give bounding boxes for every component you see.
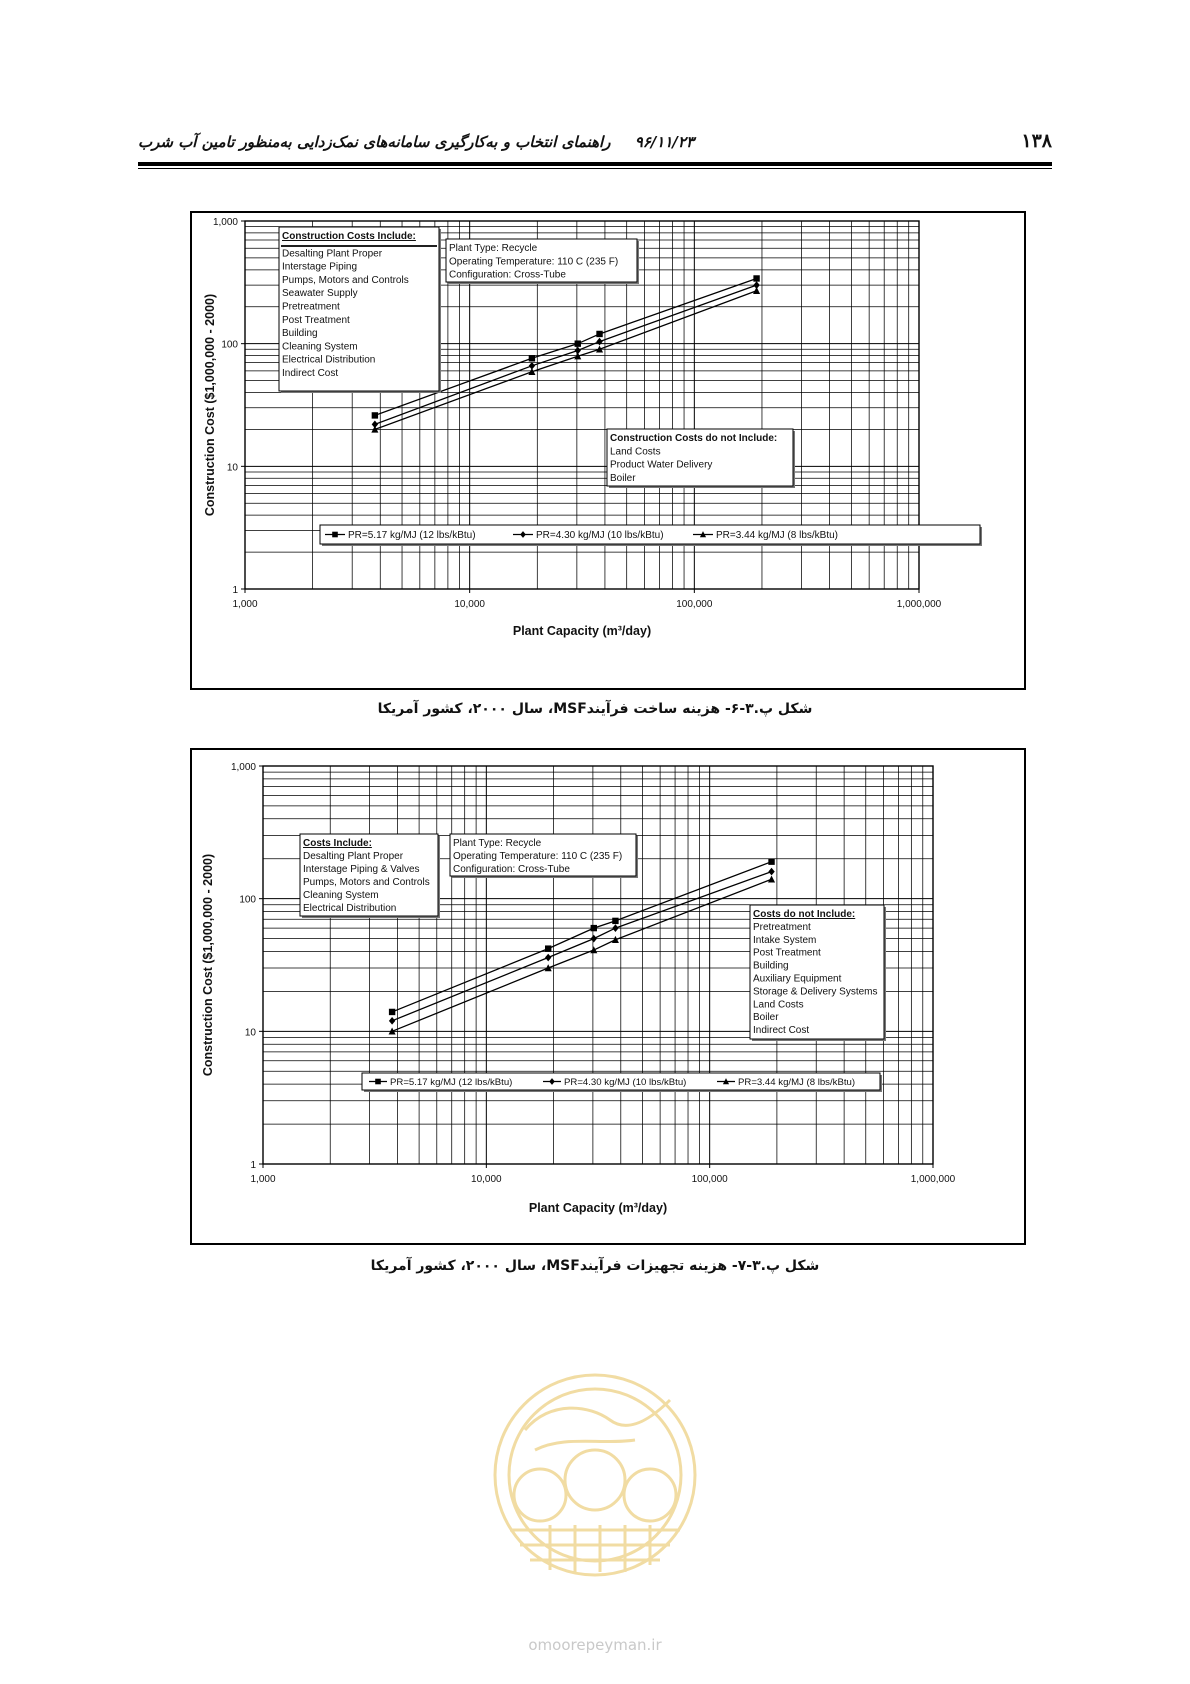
y-tick-label: 10 (244, 1027, 256, 1039)
annotation-heading: Construction Costs Include: (282, 231, 416, 242)
annotation-line: Boiler (753, 1012, 779, 1024)
y-tick-label: 100 (239, 894, 256, 906)
legend (362, 1073, 882, 1092)
data-point (768, 868, 774, 876)
x-tick-label: 1,000 (232, 599, 258, 610)
annotation-line: Pretreatment (753, 921, 811, 933)
header-date: ۹۶/۱۱/۲۳ (634, 133, 694, 151)
data-point (596, 338, 602, 346)
annotation-box-3 (607, 429, 795, 488)
legend-label: PR=4.30 kg/MJ (10 lbs/kBtu) (536, 530, 664, 542)
data-point (545, 945, 551, 951)
annotation-heading: Costs do not Include: (753, 909, 856, 920)
header-title: راهنمای انتخاب و به‌کارگیری سامانه‌های نمک‌زدایی به‌منظور تامین آب شرب (138, 133, 611, 151)
annotation-line: Seawater Supply (282, 288, 358, 300)
annotation-heading: Construction Costs do not Include: (610, 433, 778, 444)
annotation-line: Land Costs (610, 446, 661, 458)
annotation-line: Plant Type: Recycle (449, 243, 538, 254)
figure-1-caption: شکل پ.۳-۶- هزینه ساخت فرآیندMSF، سال ۲۰۰۰، کشور آمریکا (377, 701, 813, 717)
series-line (392, 862, 771, 1012)
annotation-box-2 (446, 239, 639, 284)
data-point (591, 935, 597, 943)
x-tick-label: 1,000,000 (910, 1174, 956, 1185)
legend-label: PR=3.44 kg/MJ (8 lbs/kBtu) (738, 1077, 856, 1089)
annotation-line: Indirect Cost (753, 1025, 810, 1037)
data-point (372, 412, 378, 418)
annotation-line: Desalting Plant Proper (282, 248, 383, 260)
legend-label: PR=5.17 kg/MJ (12 lbs/kBtu) (390, 1077, 513, 1089)
y-tick-label: 1 (250, 1160, 256, 1171)
annotation-line: Plant Type: Recycle (453, 838, 542, 849)
legend-label: PR=5.17 kg/MJ (12 lbs/kBtu) (348, 530, 476, 542)
annotation-box-3 (750, 905, 886, 1041)
data-point (612, 918, 618, 924)
annotation-box-1 (300, 834, 440, 918)
annotation-line: Product Water Delivery (610, 459, 713, 471)
watermark (470, 1360, 720, 1660)
y-tick-label: 10 (226, 462, 238, 474)
x-tick-label: 100,000 (676, 599, 713, 610)
data-point (529, 355, 535, 361)
annotation-line: Post Treatment (753, 947, 821, 959)
data-point (590, 946, 597, 953)
data-point (768, 858, 774, 864)
annotation-line: Auxiliary Equipment (753, 973, 842, 985)
annotation-line: Electrical Distribution (282, 354, 376, 366)
watermark-logo-icon (470, 1360, 720, 1660)
page-number: ۱۳۸ (1021, 130, 1052, 152)
annotation-line: Electrical Distribution (303, 903, 397, 914)
annotation-line: Pretreatment (282, 301, 340, 313)
annotation-line: Post Treatment (282, 314, 350, 326)
y-axis-label: Construction Cost ($1,000,000 - 2000) (201, 853, 215, 1077)
header-rule-thin (138, 168, 1052, 169)
data-point (545, 954, 551, 962)
y-tick-label: 100 (221, 339, 238, 351)
annotation-box-1 (279, 227, 441, 393)
y-tick-label: 1,000 (230, 762, 256, 773)
watermark-url: omoorepeyman.ir (528, 1636, 662, 1654)
legend-label: PR=3.44 kg/MJ (8 lbs/kBtu) (716, 530, 838, 542)
x-tick-label: 1,000,000 (896, 599, 942, 610)
data-point (575, 340, 581, 346)
figure-2-caption: شکل پ.۳-۷- هزینه تجهیزات فرآیندMSF، سال ۲۰۰۰، کشور آمریکا (370, 1258, 820, 1274)
x-tick-label: 1,000 (250, 1174, 276, 1185)
y-axis-label: Construction Cost ($1,000,000 - 2000) (203, 293, 217, 517)
data-point (612, 924, 618, 932)
header-rule-thick (138, 162, 1052, 166)
annotation-line: Pumps, Motors and Controls (303, 877, 430, 888)
x-tick-label: 10,000 (454, 599, 485, 610)
series-3 (389, 875, 775, 1034)
annotation-line: Configuration: Cross-Tube (453, 864, 570, 875)
data-point (389, 1017, 395, 1025)
annotation-line: Interstage Piping (282, 261, 358, 273)
chart-2-frame (190, 748, 1026, 1245)
annotation-line: Storage & Delivery Systems (753, 986, 878, 998)
data-point (753, 287, 760, 294)
data-point (768, 875, 775, 882)
legend-marker (332, 532, 338, 538)
annotation-line: Building (282, 328, 318, 340)
annotation-line: Cleaning System (282, 341, 358, 353)
annotation-line: Cleaning System (303, 890, 379, 901)
series-line (392, 872, 771, 1021)
x-tick-label: 100,000 (691, 1174, 728, 1185)
data-point (591, 925, 597, 931)
annotation-line: Building (753, 960, 789, 972)
y-tick-label: 1 (232, 585, 238, 596)
series-2 (389, 868, 775, 1025)
annotation-box-2 (450, 834, 638, 878)
annotation-line: Interstage Piping & Valves (303, 864, 420, 875)
annotation-line: Configuration: Cross-Tube (449, 269, 566, 281)
series-line (392, 879, 771, 1031)
legend (320, 525, 982, 546)
annotation-line: Pumps, Motors and Controls (282, 274, 409, 286)
page-header (138, 130, 1052, 158)
annotation-line: Desalting Plant Proper (303, 851, 404, 862)
data-point (753, 275, 759, 281)
data-point (389, 1009, 395, 1015)
x-axis-label: Plant Capacity (m³/day) (512, 624, 652, 638)
annotation-heading: Costs Include: (303, 838, 372, 849)
annotation-line: Operating Temperature: 110 C (235 F) (453, 851, 623, 862)
annotation-line: Indirect Cost (282, 368, 339, 379)
legend-marker (375, 1079, 381, 1085)
annotation-line: Land Costs (753, 999, 804, 1011)
chart-1 (192, 213, 1024, 688)
x-axis-label: Plant Capacity (m³/day) (528, 1201, 668, 1215)
chart-1-frame (190, 211, 1026, 690)
annotation-line: Operating Temperature: 110 C (235 F) (449, 256, 619, 268)
data-point (596, 331, 602, 337)
annotation-line: Boiler (610, 472, 636, 484)
x-tick-label: 10,000 (471, 1174, 502, 1185)
legend-label: PR=4.30 kg/MJ (10 lbs/kBtu) (564, 1077, 687, 1089)
annotation-line: Intake System (753, 934, 817, 946)
chart-2 (192, 750, 1024, 1243)
y-tick-label: 1,000 (212, 217, 238, 228)
